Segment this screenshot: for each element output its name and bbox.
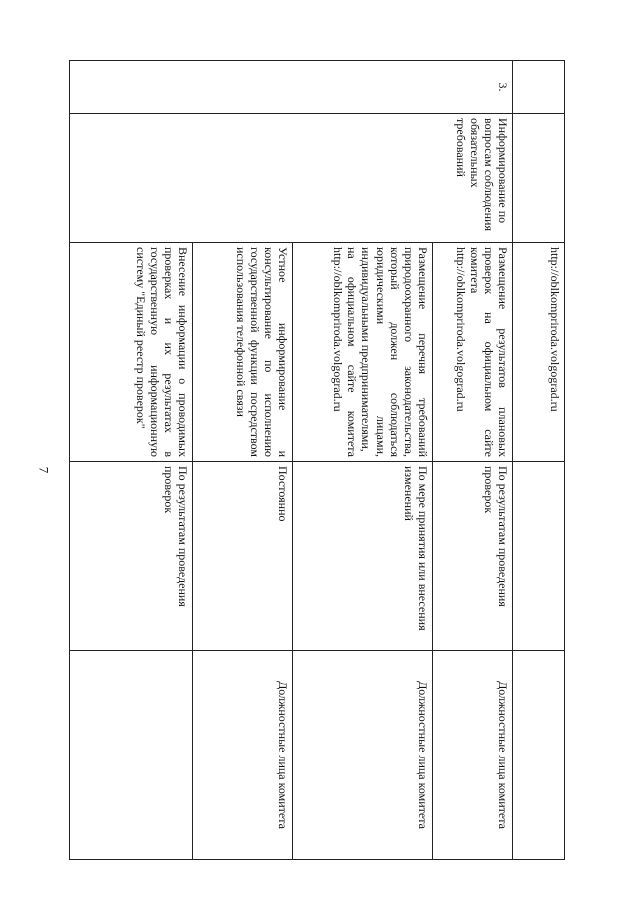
responsible-cell: Должностные лица комитета [193, 651, 293, 860]
rotated-table-container [70, 60, 565, 827]
measure-cell: Устное информирование и консультирование по исполнению государственной функции посредством использования телефонной связи [193, 243, 293, 462]
table-row [433, 61, 513, 860]
term-cell: По результатам проведения проверок [70, 462, 193, 651]
empty-cell [513, 462, 565, 651]
measure-cell [433, 243, 513, 462]
page-number: 7 [36, 466, 52, 474]
empty-cell [513, 61, 565, 114]
empty-cell [513, 651, 565, 860]
measure-url: http://oblkompriroda.volgograd.ru [548, 247, 562, 412]
item-number: 3. [70, 61, 513, 114]
measures-table [69, 60, 565, 860]
responsible-cell: Должностные лица комитета [433, 651, 513, 860]
measure-text-continued: на официальном сайте комитета http://oblkompriroda.volgograd.ru [331, 247, 360, 457]
responsible-cell: Должностные лица комитета [293, 651, 433, 860]
term-cell: Постоянно [193, 462, 293, 651]
term-cell: По результатам проведения проверок [433, 462, 513, 651]
measure-text: Размещение результатов плановых проверок на официальном сайте комитета [467, 247, 510, 457]
measure-url: http://oblkompriroda.volgograd.ru [453, 247, 468, 412]
item-name: Информирование по вопросам соблюдения обязательных требований [70, 114, 513, 243]
measure-url-cell [513, 243, 565, 462]
measure-text: Размещение перечня требований природоохранного законодательства, который должен соблюдаться юридическими лицами, индивидуальными предпринимателями, [359, 247, 430, 457]
responsible-cell [70, 651, 193, 860]
empty-cell [513, 114, 565, 243]
measure-cell [293, 243, 433, 462]
term-cell: По мере принятия или внесения изменений [293, 462, 433, 651]
measure-cell: Внесение информации о проводимых проверках и их результатах в государственную информационную систему "Единый реестр проверок" [70, 243, 193, 462]
table-row-continuation [513, 61, 565, 860]
